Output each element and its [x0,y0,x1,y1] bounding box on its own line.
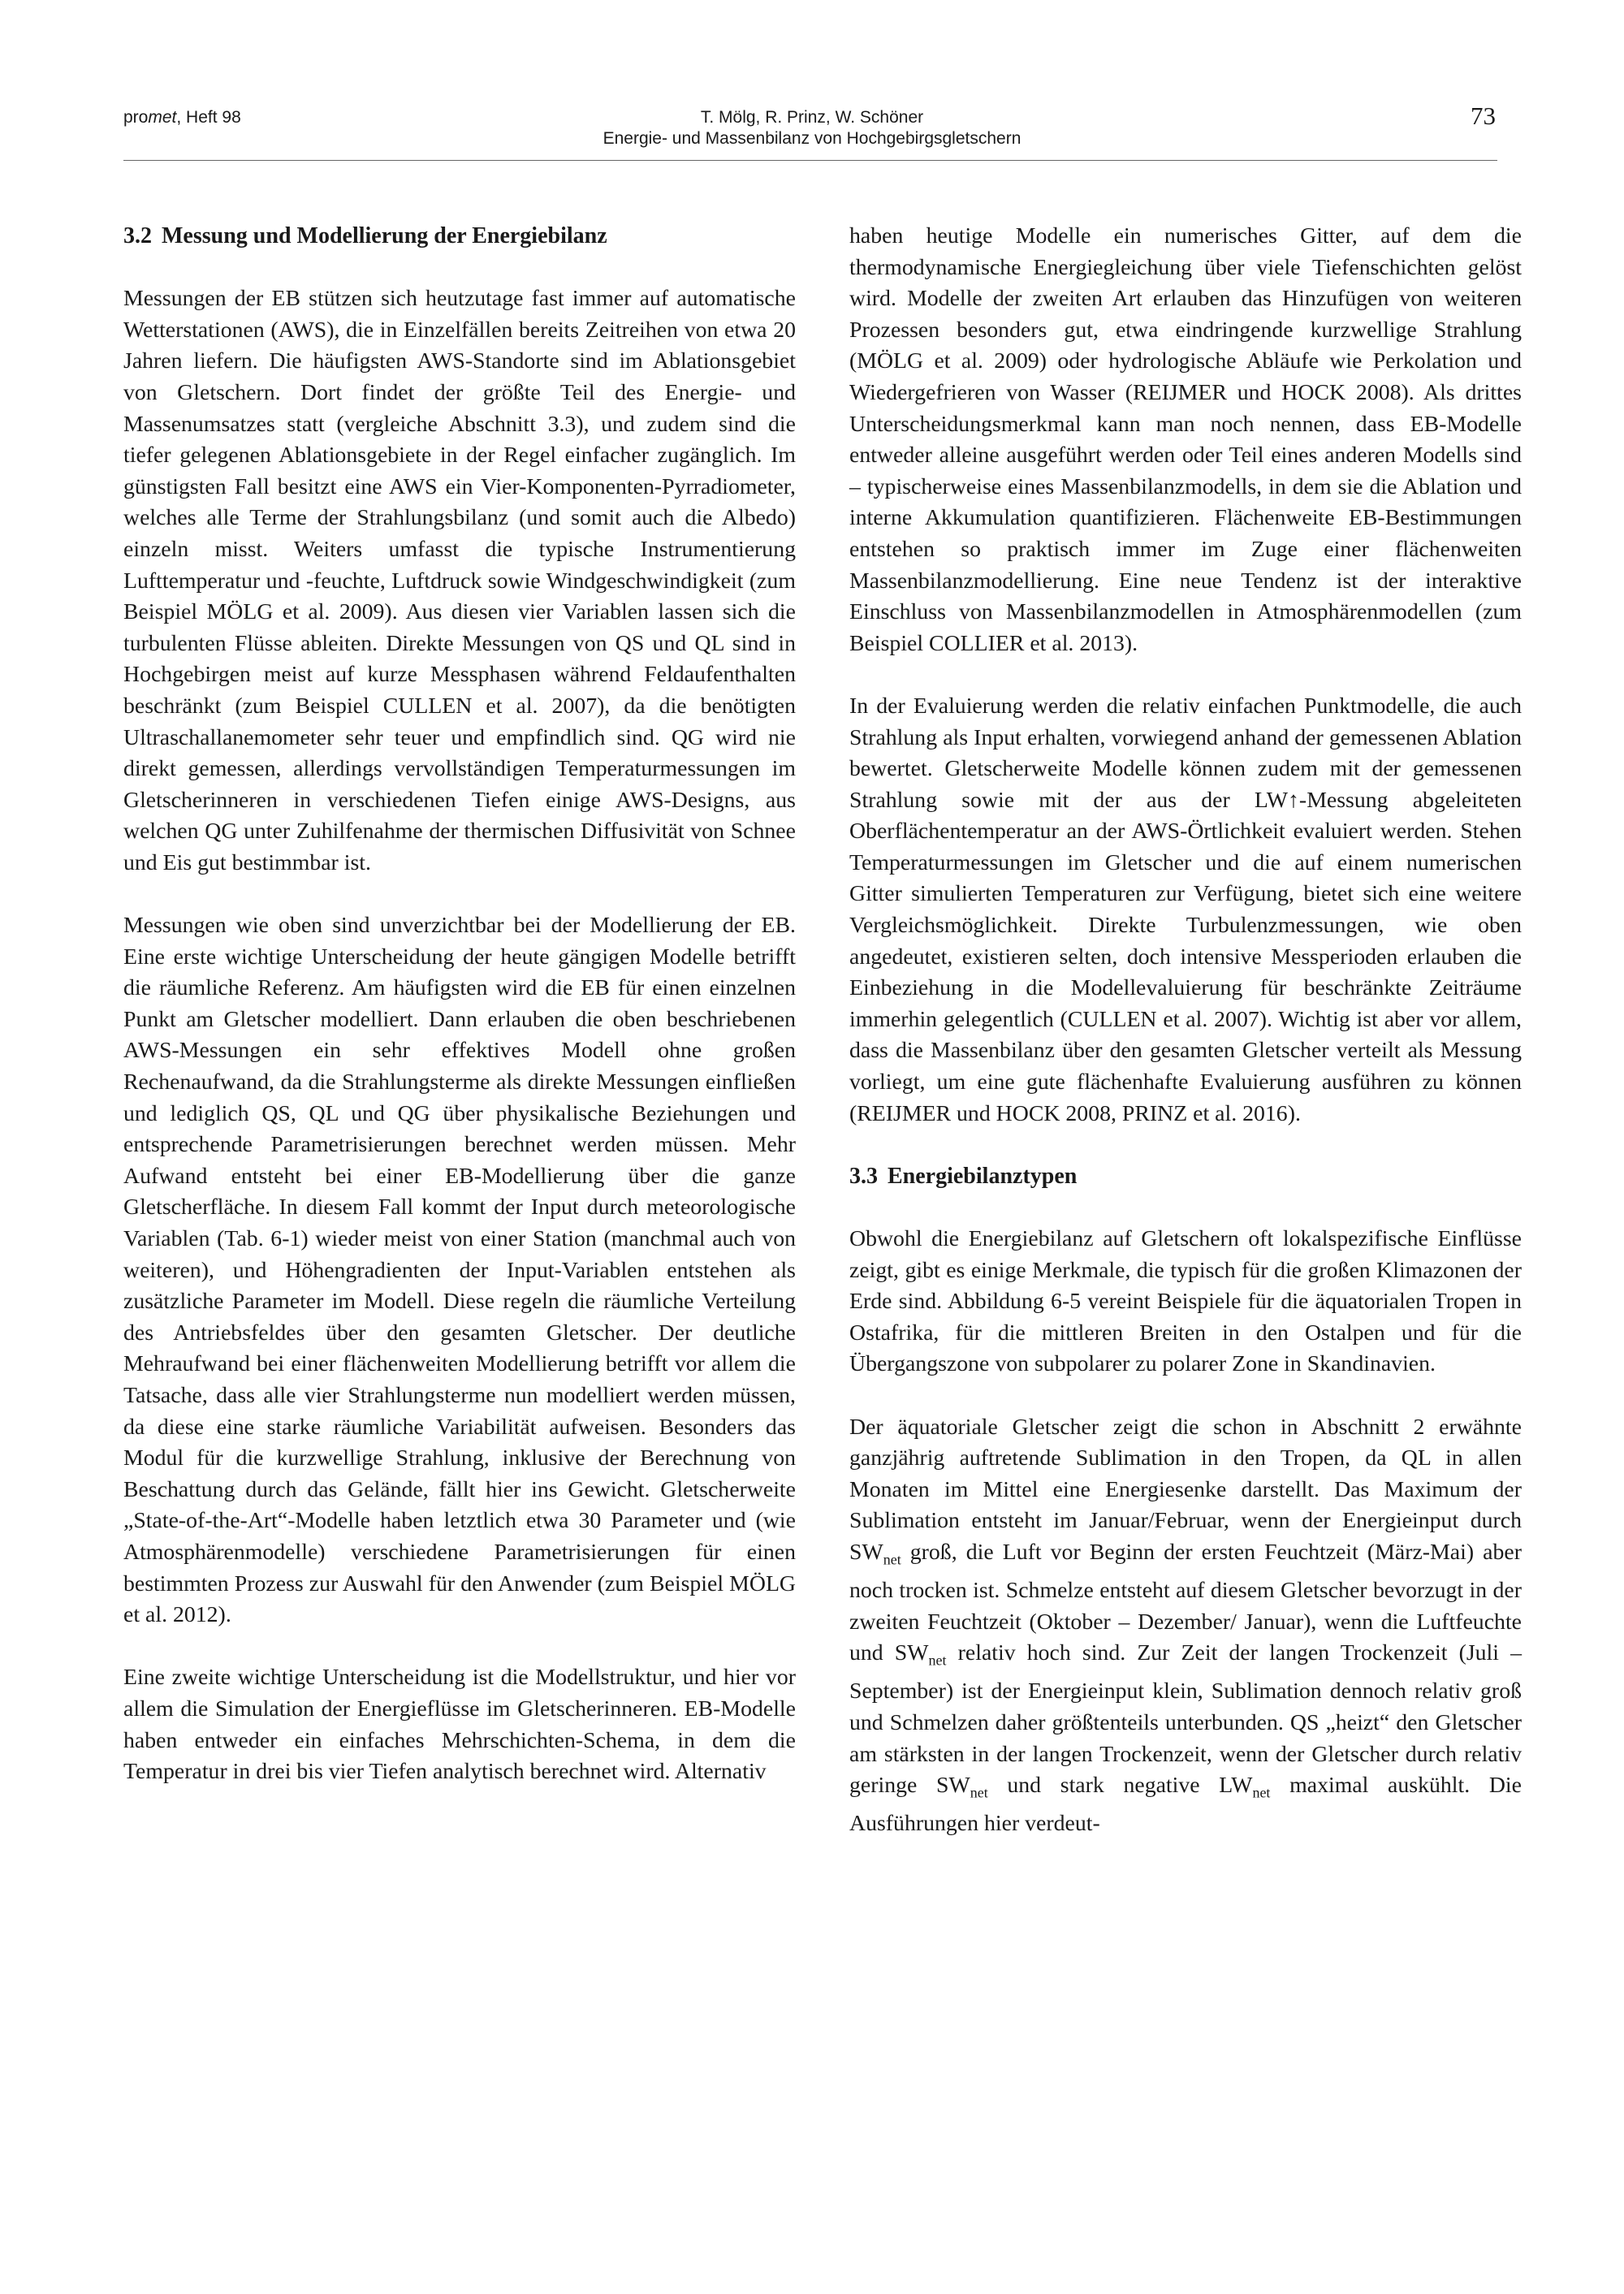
section-heading-3-2 [123,221,796,253]
section-number: 3.3 [849,1163,878,1189]
header-authors: T. Mölg, R. Prinz, W. Schöner [700,108,924,127]
section-title: Messung und Modellierung der Energiebilanz [162,223,607,248]
header-article-title: Energie- und Massenbilanz von Hochgebirgsgletschern [603,129,1021,148]
paragraph: haben heutige Modelle ein numerisches Gitter, auf dem die thermodynamische Energiegleichung über viele Tiefenschichten gelöst wird. Modelle der zweiten Art erlauben das Hinzufügen von weiteren Prozessen besonders gut, etwa eindringende kurzwellige Strahlung (MÖLG et al. 2009) oder hydrologische Abläufe wie Perkolation und Wiedergefrieren von Wasser (REIJMER und HOCK 2008). Als drittes Unterscheidungsmerkmal kann man noch nennen, dass EB-Modelle entweder alleine ausgeführt werden oder Teil eines anderen Modells sind – typischerweise eines Massenbilanzmodells, in dem sie die Ablation und interne Akkumulation quantifizieren. Flächenweite EB-Bestimmungen entstehen so praktisch immer im Zuge einer flächenweiten Massenbilanzmodellierung. Eine neue Tendenz ist der interaktive Einschluss von Massenbilanzmodellen in Atmosphärenmodellen (zum Beispiel COLLIER et al. 2013). [849,223,1522,656]
subscript-net: net [883,1551,901,1568]
paragraph-with-subscripts: Der äquatoriale Gletscher zeigt die schon in Abschnitt 2 erwähnte ganzjährig auftretende Sublimation in den Tropen, da QL in allen Monaten im Mittel eine Energiesenke darstellt. Das Maximum der Sublimation entsteht im Januar/Februar, wenn der Energieinput durch $SW_{net}$ groß, die Luft vor Beginn der ersten Feuchtzeit (März-Mai) aber noch trocken ist. Schmelze entsteht auf diesem Gletscher bevorzugt in der zweiten Feuchtzeit (Oktober – Dezember/ Januar), wenn die Luftfeuchte und $SW_{net}$ relativ hoch sind. Zur Zeit der langen Trockenzeit (Juli – September) ist der Energieinput klein, Sublimation dennoch relativ groß und Schmelzen daher größtenteils unterbunden. QS „heizt“ den Gletscher am stärksten in der langen Trockenzeit, wenn der Gletscher durch relativ geringe $SW_{net}$ und stark negative $LW_{net}$ maximal auskühlt. Die Ausführungen hier verdeut- [849,1414,1522,1837]
paragraph: Obwohl die Energiebilanz auf Gletschern oft lokalspezifische Einflüsse zeigt, gibt es einige Merkmale, die typisch für die großen Klimazonen der Erde sind. Abbildung 6-5 vereint Beispiele für die äquatorialen Tropen in Ostafrika, für die mittleren Breiten in den Ostalpen und für die Übergangszone von subpolarer zu polarer Zone in Skandinavien. [849,1226,1522,1377]
section-heading-3-3 [849,1161,1522,1193]
subscript-net: net [970,1784,988,1801]
left-column [123,221,796,1819]
section-number: 3.2 [123,223,152,248]
journal-name: promet, Heft 98 [123,108,241,127]
section-title: Energiebilanztypen [888,1163,1078,1189]
paragraph: Messungen der EB stützen sich heutzutage fast immer auf automatische Wetterstationen (AWS), die in Einzelfällen bereits Zeitreihen von etwa 20 Jahren liefern. Die häufigsten AWS-Standorte sind im Ablationsgebiet von Gletschern. Dort findet der größte Teil des Energie- und Massenumsatzes statt (vergleiche Abschnitt 3.3), und zudem sind die tiefer gelegenen Ablationsgebiete in der Regel einfacher zugänglich. Im günstigsten Fall besitzt eine AWS ein Vier-Komponenten-Pyrradiometer, welches alle Terme der Strahlungsbilanz (und somit auch die Albedo) einzeln misst. Weiters umfasst die typische Instrumentierung Lufttemperatur und -feuchte, Luftdruck sowie Windgeschwindigkeit (zum Beispiel MÖLG et al. 2009). Aus diesen vier Variablen lassen sich die turbulenten Flüsse ableiten. Direkte Messungen von QS und QL sind in Hochgebirgen meist auf kurze Messphasen während Feldaufenthalten beschränkt (zum Beispiel CULLEN et al. 2007), da die benötigten Ultraschallanemometer sehr teuer und empfindlich sind. QG wird nie direkt gemessen, allerdings vervollständigen Temperaturmessungen im Gletscherinneren in verschiedenen Tiefen einige AWS-Designs, aus welchen QG unter Zuhilfenahme der thermischen Diffusivität von Schnee und Eis gut bestimmbar ist. [123,286,796,875]
header-rule [123,160,1497,161]
running-header [0,102,1624,149]
paragraph: Messungen wie oben sind unverzichtbar bei der Modellierung der EB. Eine erste wichtige Unterscheidung der heute gängigen Modelle betrifft die räumliche Referenz. Am häufigsten wird die EB für einen einzelnen Punkt am Gletscher modelliert. Dann erlauben die oben beschriebenen AWS-Messungen ein sehr effektives Modell ohne großen Rechenaufwand, da die Strahlungsterme als direkte Messungen einfließen und lediglich QS, QL und QG über physikalische Beziehungen und entsprechende Parametrisierungen berechnet werden müssen. Mehr Aufwand entsteht bei einer EB-Modellierung über die ganze Gletscherfläche. In diesem Fall kommt der Input durch meteorologische Variablen (Tab. 6-1) wieder meist von einer Station (manchmal auch von weiteren), und Höhengradienten der Input-Variablen entstehen als zusätzliche Parameter im Modell. Diese regeln die räumliche Verteilung des Antriebsfeldes über den gesamten Gletscher. Der deutliche Mehraufwand bei einer flächenweiten Modellierung betrifft vor allem die Tatsache, dass alle vier Strahlungsterme nun modelliert werden müssen, da diese eine starke räumliche Variabilität aufweisen. Besonders das Modul für die kurzwellige Strahlung, inklusive der Berechnung von Beschattung durch das Gelände, fällt hier ins Gewicht. Gletscherweite „State-of-the-Art“-Modelle haben letztlich etwa 30 Parameter und (wie Atmosphärenmodelle) verschiedene Parametrisierungen für einen bestimmten Prozess zur Auswahl für den Anwender (zum Beispiel MÖLG et al. 2012). [123,913,796,1628]
page-number: 73 [1471,102,1496,130]
subscript-net: net [928,1652,947,1669]
paragraph: In der Evaluierung werden die relativ einfachen Punktmodelle, die auch Strahlung als Input erhalten, vorwiegend anhand der gemessenen Ablation bewertet. Gletscherweite Modelle können zudem mit der gemessenen Strahlung sowie mit der aus der LW↑-Messung abgeleiteten Oberflächentemperatur an der AWS-Örtlichkeit evaluiert werden. Stehen Temperaturmessungen im Gletscher und die auf einem numerischen Gitter simulierten Temperaturen zur Verfügung, bietet sich eine weitere Vergleichsmöglichkeit. Direkte Turbulenzmessungen, wie oben angedeutet, existieren selten, doch intensive Messperioden erlauben die Einbeziehung in die Modellevaluierung für beschränkte Zeiträume immerhin gelegentlich (CULLEN et al. 2007). Wichtig ist aber vor allem, dass die Massenbilanz über den gesamten Gletscher verteilt als Messung vorliegt, um eine gute flächenhafte Evaluierung ausführen zu können (REIJMER und HOCK 2008, PRINZ et al. 2016). [849,693,1522,1126]
right-column [849,221,1522,1872]
subscript-net: net [1252,1784,1271,1801]
paragraph: Eine zweite wichtige Unterscheidung ist die Modellstruktur, und hier vor allem die Simulation der Energieflüsse im Gletscherinneren. EB-Modelle haben entweder ein einfaches Mehrschichten-Schema, in dem die Temperatur in drei bis vier Tiefen analytisch berechnet wird. Alternativ [123,1665,796,1785]
